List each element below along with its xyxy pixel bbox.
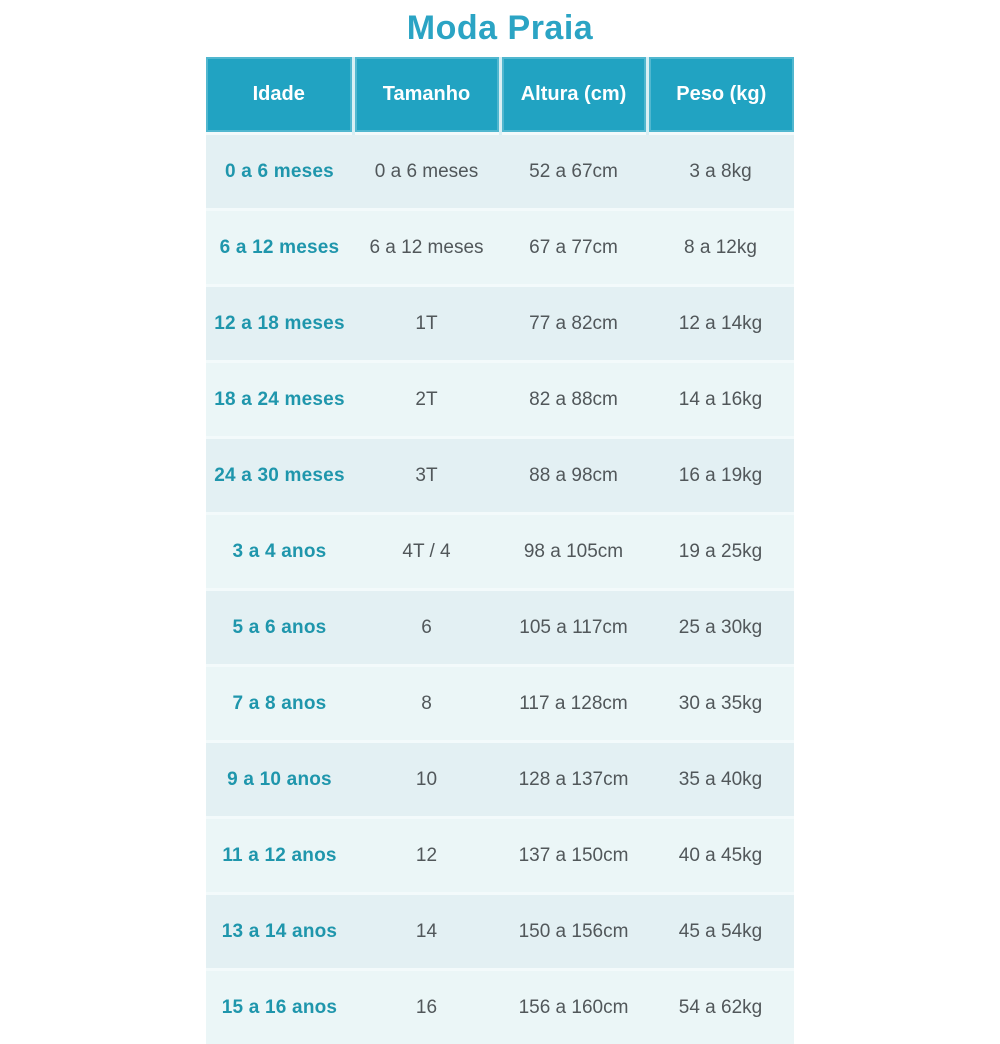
cell-idade: 7 a 8 anos <box>206 666 353 742</box>
cell-altura: 137 a 150cm <box>500 818 647 894</box>
table-row <box>206 286 794 362</box>
cell-idade: 15 a 16 anos <box>206 970 353 1044</box>
cell-peso: 8 a 12kg <box>647 210 794 286</box>
table-row <box>206 438 794 514</box>
table-row <box>206 970 794 1044</box>
cell-altura: 82 a 88cm <box>500 362 647 438</box>
cell-tamanho: 8 <box>353 666 500 742</box>
cell-tamanho: 14 <box>353 894 500 970</box>
column-header-idade: Idade <box>206 57 353 134</box>
cell-altura: 117 a 128cm <box>500 666 647 742</box>
cell-tamanho: 16 <box>353 970 500 1044</box>
cell-tamanho: 6 <box>353 590 500 666</box>
cell-tamanho: 12 <box>353 818 500 894</box>
cell-tamanho: 0 a 6 meses <box>353 134 500 210</box>
cell-tamanho: 4T / 4 <box>353 514 500 590</box>
cell-tamanho: 6 a 12 meses <box>353 210 500 286</box>
header-row <box>206 57 794 134</box>
cell-altura: 67 a 77cm <box>500 210 647 286</box>
cell-idade: 12 a 18 meses <box>206 286 353 362</box>
column-header-peso: Peso (kg) <box>647 57 794 134</box>
cell-idade: 9 a 10 anos <box>206 742 353 818</box>
cell-peso: 19 a 25kg <box>647 514 794 590</box>
table-row <box>206 818 794 894</box>
cell-peso: 54 a 62kg <box>647 970 794 1044</box>
table-row <box>206 894 794 970</box>
cell-tamanho: 3T <box>353 438 500 514</box>
table-row <box>206 134 794 210</box>
cell-altura: 98 a 105cm <box>500 514 647 590</box>
table-row <box>206 666 794 742</box>
cell-altura: 156 a 160cm <box>500 970 647 1044</box>
cell-peso: 25 a 30kg <box>647 590 794 666</box>
cell-idade: 13 a 14 anos <box>206 894 353 970</box>
table-row <box>206 210 794 286</box>
table-row <box>206 514 794 590</box>
column-header-altura: Altura (cm) <box>500 57 647 134</box>
cell-idade: 11 a 12 anos <box>206 818 353 894</box>
cell-altura: 77 a 82cm <box>500 286 647 362</box>
cell-idade: 6 a 12 meses <box>206 210 353 286</box>
cell-peso: 40 a 45kg <box>647 818 794 894</box>
cell-altura: 105 a 117cm <box>500 590 647 666</box>
cell-peso: 12 a 14kg <box>647 286 794 362</box>
cell-altura: 88 a 98cm <box>500 438 647 514</box>
page-title: Moda Praia <box>0 8 1000 48</box>
cell-peso: 35 a 40kg <box>647 742 794 818</box>
cell-peso: 45 a 54kg <box>647 894 794 970</box>
table-row <box>206 590 794 666</box>
cell-altura: 128 a 137cm <box>500 742 647 818</box>
cell-idade: 24 a 30 meses <box>206 438 353 514</box>
cell-tamanho: 2T <box>353 362 500 438</box>
cell-tamanho: 10 <box>353 742 500 818</box>
table-header <box>206 57 794 134</box>
cell-idade: 5 a 6 anos <box>206 590 353 666</box>
cell-peso: 30 a 35kg <box>647 666 794 742</box>
cell-altura: 52 a 67cm <box>500 134 647 210</box>
size-table-body <box>206 134 794 1044</box>
cell-altura: 150 a 156cm <box>500 894 647 970</box>
cell-peso: 3 a 8kg <box>647 134 794 210</box>
cell-tamanho: 1T <box>353 286 500 362</box>
column-header-tamanho: Tamanho <box>353 57 500 134</box>
cell-peso: 16 a 19kg <box>647 438 794 514</box>
cell-peso: 14 a 16kg <box>647 362 794 438</box>
cell-idade: 18 a 24 meses <box>206 362 353 438</box>
table-row <box>206 742 794 818</box>
table-row <box>206 362 794 438</box>
cell-idade: 0 a 6 meses <box>206 134 353 210</box>
size-chart-table <box>206 57 794 1044</box>
cell-idade: 3 a 4 anos <box>206 514 353 590</box>
